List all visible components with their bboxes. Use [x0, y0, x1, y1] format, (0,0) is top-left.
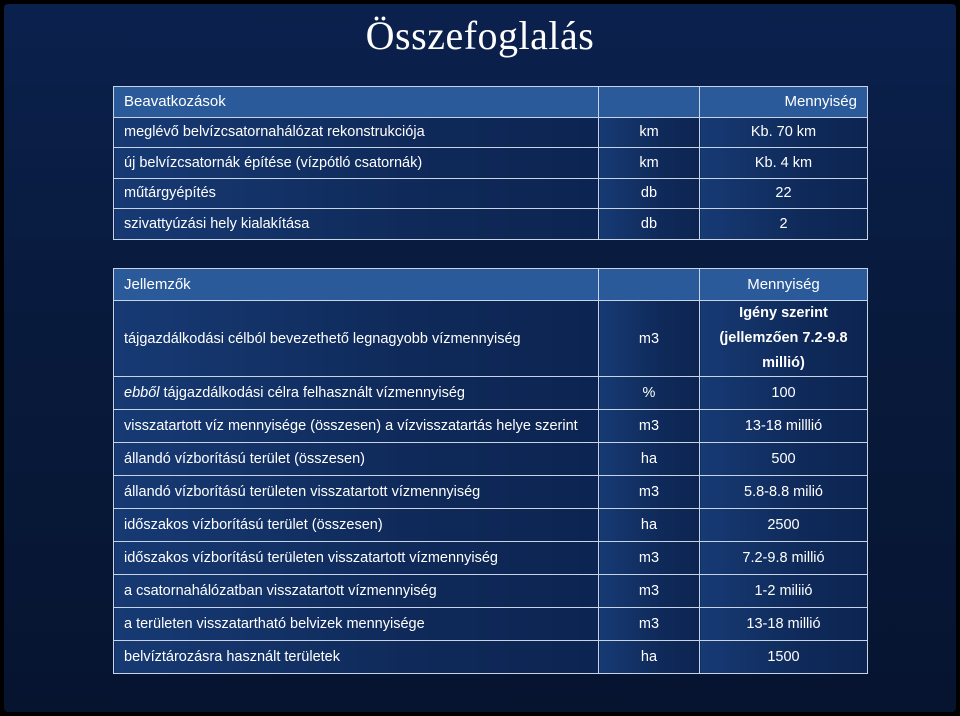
header-characteristics: Jellemzők: [114, 269, 599, 301]
header-unit: [599, 269, 700, 301]
header-unit: [599, 87, 700, 118]
row-label: [114, 377, 599, 410]
label-rest-part: tájgazdálkodási célra felhasznált vízmennyiség: [159, 385, 465, 401]
row-unit: m3: [599, 410, 700, 443]
row-label: szivattyúzási hely kialakítása: [114, 209, 599, 240]
row-label: időszakos vízborítású területen visszatartott vízmennyiség: [114, 542, 599, 575]
row-unit: ha: [599, 509, 700, 542]
row-unit: db: [599, 209, 700, 240]
table-row: [114, 575, 868, 608]
row-label: a területen visszatartható belvizek mennyisége: [114, 608, 599, 641]
table-row: [114, 117, 868, 148]
row-unit: m3: [599, 542, 700, 575]
row-unit: %: [599, 377, 700, 410]
row-label: a csatornahálózatban visszatartott vízmennyiség: [114, 575, 599, 608]
table-row: [114, 178, 868, 209]
row-value: 22: [700, 178, 868, 209]
table-row: [114, 148, 868, 179]
row-unit: m3: [599, 575, 700, 608]
header-interventions: Beavatkozások: [114, 87, 599, 118]
interventions-table: [113, 86, 868, 240]
header-quantity: Mennyiség: [700, 269, 868, 301]
row-unit: ha: [599, 443, 700, 476]
table-header-row: [114, 269, 868, 301]
row-label: visszatartott víz mennyisége (összesen) a vízvisszatartás helye szerint: [114, 410, 599, 443]
row-label: új belvízcsatornák építése (vízpótló csatornák): [114, 148, 599, 179]
table-row: [114, 410, 868, 443]
row-value: 2500: [700, 509, 868, 542]
table-row: [114, 301, 868, 377]
row-unit: m3: [599, 608, 700, 641]
row-value: 1-2 miliió: [700, 575, 868, 608]
table-row: [114, 377, 868, 410]
table-row: [114, 641, 868, 674]
row-label: állandó vízborítású terület (összesen): [114, 443, 599, 476]
label-italic-part: ebből: [124, 385, 160, 401]
row-value: 500: [700, 443, 868, 476]
table-row: [114, 608, 868, 641]
row-label: belvíztározásra használt területek: [114, 641, 599, 674]
table-row: [114, 542, 868, 575]
header-quantity: Mennyiség: [700, 87, 868, 118]
row-unit: km: [599, 148, 700, 179]
table-row: [114, 209, 868, 240]
row-unit: km: [599, 117, 700, 148]
row-value: 1500: [700, 641, 868, 674]
row-value: 2: [700, 209, 868, 240]
row-label: műtárgyépítés: [114, 178, 599, 209]
row-value: Kb. 4 km: [700, 148, 868, 179]
table-row: [114, 509, 868, 542]
row-label: meglévő belvízcsatornahálózat rekonstrukciója: [114, 117, 599, 148]
row-value: 100: [700, 377, 868, 410]
row-label: időszakos vízborítású terület (összesen): [114, 509, 599, 542]
row-value: Kb. 70 km: [700, 117, 868, 148]
row-label: állandó vízborítású területen visszatartott vízmennyiség: [114, 476, 599, 509]
table-header-row: [114, 87, 868, 118]
characteristics-table: [113, 268, 868, 674]
table-row: [114, 476, 868, 509]
row-value: 13-18 milllió: [700, 410, 868, 443]
row-unit: ha: [599, 641, 700, 674]
row-unit: db: [599, 178, 700, 209]
row-value: 7.2-9.8 millió: [700, 542, 868, 575]
row-value: 5.8-8.8 milió: [700, 476, 868, 509]
row-value: 13-18 millió: [700, 608, 868, 641]
row-value: Igény szerint (jellemzően 7.2-9.8 millió): [700, 301, 868, 377]
table-row: [114, 443, 868, 476]
page-title: Összefoglalás: [365, 13, 595, 58]
row-unit: m3: [599, 476, 700, 509]
row-unit: m3: [599, 301, 700, 377]
row-label: tájgazdálkodási célból bevezethető legnagyobb vízmennyiség: [114, 301, 599, 377]
